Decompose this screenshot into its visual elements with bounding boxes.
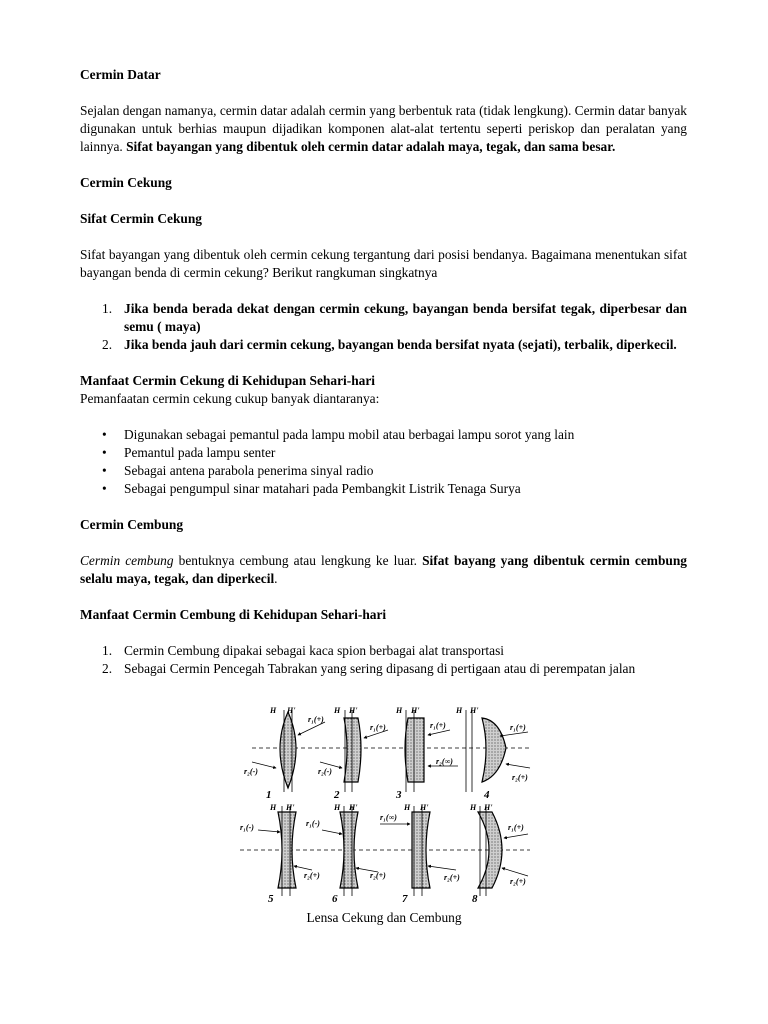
lens-number: 4 bbox=[484, 789, 490, 801]
label-H-prime: H' bbox=[287, 706, 296, 715]
label-H-prime: H' bbox=[420, 803, 429, 812]
heading-plane-mirror: Cermin Datar bbox=[80, 67, 161, 82]
label-H: H bbox=[470, 803, 477, 812]
label-H: H bbox=[334, 706, 341, 715]
list-item: • Pemantul pada lampu senter bbox=[124, 444, 687, 462]
label-H: H bbox=[270, 706, 277, 715]
label-r1: r₁(∞) bbox=[380, 813, 397, 822]
label-H: H bbox=[456, 706, 463, 715]
label-r2: r₂(+) bbox=[304, 871, 320, 880]
lens-number: 8 bbox=[472, 893, 478, 905]
label-H-prime: H' bbox=[286, 803, 295, 812]
label-H-prime: H' bbox=[411, 706, 420, 715]
concave-uses-intro: Pemanfaatan cermin cekung cukup banyak diantaranya: bbox=[80, 391, 380, 406]
lens-7 bbox=[380, 803, 460, 905]
lens-1 bbox=[244, 706, 325, 801]
label-r1: r₁(+) bbox=[370, 723, 386, 732]
label-r1: r₁(-) bbox=[240, 823, 254, 832]
list-item: 2. Sebagai Cermin Pencegah Tabrakan yang sering dipasang di pertigaan atau di perempatan jalan bbox=[124, 660, 687, 678]
heading-concave: Cermin Cekung bbox=[80, 175, 172, 190]
lens-diagram bbox=[230, 700, 540, 905]
list-item: • Digunakan sebagai pemantul pada lampu mobil atau berbagai lampu sorot yang lain bbox=[124, 426, 687, 444]
plane-mirror-text: Sejalan dengan namanya, cermin datar adalah cermin yang berbentuk rata (tidak lengkung). Cermin datar banyak digunakan untuk berhias maupun dijadikan komponen alat-alat tertentu seperti periskop dan peralatan yang lainnya. bbox=[80, 103, 687, 154]
list-item: 1. Jika benda berada dekat dengan cermin cekung, bayangan benda bersifat tegak, diperbesar dan semu ( maya) bbox=[124, 300, 687, 336]
plane-mirror-bold: Sifat bayangan yang dibentuk oleh cermin datar adalah maya, tegak, dan sama besar. bbox=[126, 139, 616, 154]
lens-3 bbox=[395, 706, 458, 801]
heading-convex-uses: Manfaat Cermin Cembung di Kehidupan Sehari-hari bbox=[80, 607, 387, 622]
concave-uses-list bbox=[80, 426, 687, 498]
convex-bold: Sifat bayang yang dibentuk cermin cembung selalu maya, tegak, dan diperkecil bbox=[80, 553, 687, 586]
concave-paragraph: Sifat bayangan yang dibentuk oleh cermin cekung tergantung dari posisi bendanya. Bagaimana menentukan sifat bayangan benda di cermin cekung? Berikut rangkuman singkatnya bbox=[80, 247, 687, 280]
heading-concave-uses: Manfaat Cermin Cekung di Kehidupan Sehari-hari bbox=[80, 373, 375, 388]
document-page bbox=[80, 66, 687, 678]
label-r1: r₁(+) bbox=[510, 723, 526, 732]
label-H: H bbox=[334, 803, 341, 812]
lens-number: 3 bbox=[396, 789, 402, 801]
list-item: • Sebagai pengumpul sinar matahari pada Pembangkit Listrik Tenaga Surya bbox=[124, 480, 687, 498]
lens-number: 1 bbox=[266, 789, 272, 801]
heading-concave-properties: Sifat Cermin Cekung bbox=[80, 211, 203, 226]
label-r2: r₂(-) bbox=[318, 767, 332, 776]
lens-2 bbox=[318, 706, 388, 801]
heading-convex: Cermin Cembung bbox=[80, 517, 184, 532]
list-item: 2. Jika benda jauh dari cermin cekung, bayangan benda bersifat nyata (sejati), terbalik, diperkecil. bbox=[124, 336, 687, 354]
label-H: H bbox=[270, 803, 277, 812]
lens-number: 7 bbox=[402, 893, 408, 905]
label-H: H bbox=[404, 803, 411, 812]
label-r1: r₁(-) bbox=[306, 819, 320, 828]
convex-text: bentuknya cembung atau lengkung ke luar. bbox=[173, 553, 423, 568]
list-item: • Sebagai antena parabola penerima sinyal radio bbox=[124, 462, 687, 480]
label-H-prime: H' bbox=[484, 803, 493, 812]
lens-4 bbox=[455, 706, 530, 801]
label-H: H bbox=[396, 706, 403, 715]
label-r2: r₂(+) bbox=[510, 877, 526, 886]
plane-mirror-paragraph bbox=[80, 102, 687, 156]
figure-caption: Lensa Cekung dan Cembung bbox=[306, 910, 462, 925]
convex-italic: Cermin cembung bbox=[80, 553, 174, 568]
lens-number: 2 bbox=[334, 789, 340, 801]
label-r2: r₂(+) bbox=[512, 773, 528, 782]
lens-8 bbox=[469, 803, 528, 905]
list-item: 1. Cermin Cembung dipakai sebagai kaca spion berbagai alat transportasi bbox=[124, 642, 687, 660]
label-r2: r₂(-) bbox=[244, 767, 258, 776]
label-r2: r₂(+) bbox=[444, 873, 460, 882]
label-r2: r₂(∞) bbox=[436, 757, 453, 766]
label-H-prime: H' bbox=[349, 706, 358, 715]
label-r1: r₁(+) bbox=[308, 715, 324, 724]
label-H-prime: H' bbox=[349, 803, 358, 812]
label-r1: r₁(+) bbox=[508, 823, 524, 832]
label-H-prime: H' bbox=[470, 706, 479, 715]
lens-number: 5 bbox=[268, 893, 274, 905]
lens-6 bbox=[306, 803, 386, 905]
convex-end: . bbox=[274, 571, 278, 586]
convex-uses-list bbox=[80, 642, 687, 678]
concave-properties-list bbox=[80, 300, 687, 354]
label-r1: r₁(+) bbox=[430, 721, 446, 730]
label-r2: r₂(+) bbox=[370, 871, 386, 880]
lens-number: 6 bbox=[332, 893, 338, 905]
convex-paragraph bbox=[80, 552, 687, 588]
